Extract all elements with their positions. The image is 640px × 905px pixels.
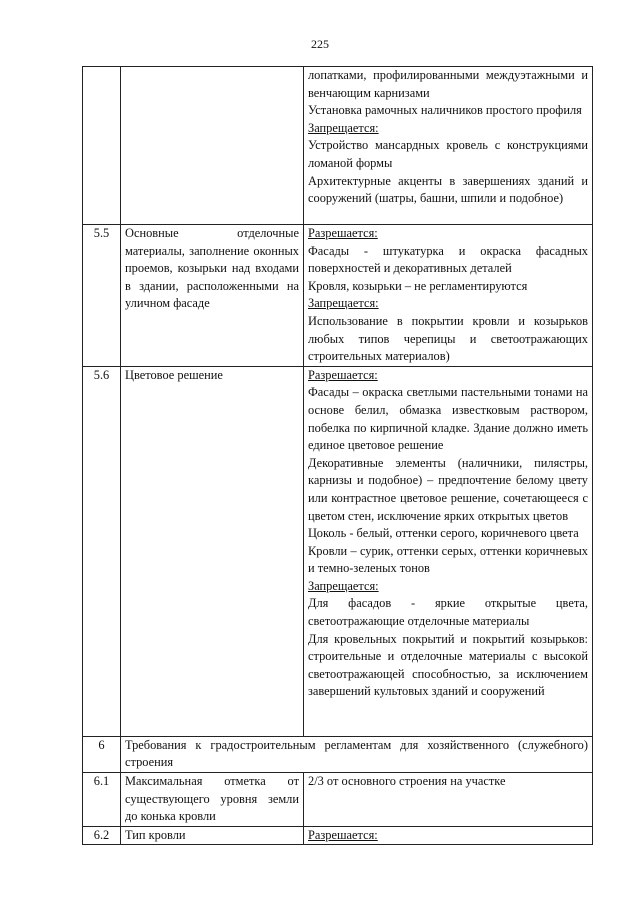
regulations-table <box>82 66 593 845</box>
requirement-text: Фасады – окраска светлыми пастельными тонами на основе белил, обмазка известковым раствором, побелка по кирпичной кладке. Здание должно иметь единое цветовое решение <box>308 385 588 453</box>
row-number: 5.5 <box>83 225 121 367</box>
requirement-text: Для кровельных покрытий и покрытий козырьков: строительные и отделочные материалы с высокой светоотражающей способностью, за исключением завершений культовых зданий и сооружений <box>308 631 588 699</box>
row-category: Цветовое решение <box>121 366 304 736</box>
row-category: Основные отделочные материалы, заполнение оконных проемов, козырьки над входами в здании, расположенными на уличном фасаде <box>121 225 304 367</box>
requirement-text: Цоколь - белый, оттенки серого, коричневого цвета <box>308 526 579 541</box>
requirement-text: Устройство мансардных кровель с конструкциями ломаной формы <box>308 138 588 170</box>
allowed-heading: Разрешается: <box>308 367 378 382</box>
requirement-text: Архитектурные акценты в завершениях зданий и сооружений (шатры, башни, шпили и подобное) <box>308 173 588 206</box>
requirement-text: лопатками, профилированными междуэтажными и венчающим карнизами <box>308 68 588 100</box>
table-row-5-5 <box>83 225 593 367</box>
requirement-text: Использование в покрытии кровли и козырьков любых типов черепицы и светоотражающих строительных материалов) <box>308 313 588 364</box>
allowed-heading: Разрешается: <box>308 226 378 240</box>
section-heading: Требования к градостроительным регламентам для хозяйственного (служебного) строения <box>121 736 593 772</box>
row-requirements <box>304 366 593 736</box>
row-category <box>121 67 304 225</box>
row-number: 6 <box>83 736 121 772</box>
requirement-text: Декоративные элементы (наличники, пилястры, карнизы и подобное) – предпочтение белому цвету или контрастное цветовое решение, сочетающееся с цветом стен, исключение ярких открытых цветов <box>308 455 588 523</box>
row-number: 5.6 <box>83 366 121 736</box>
row-number: 6.2 <box>83 826 121 845</box>
table-row-5-6 <box>83 366 593 736</box>
table-row-6 <box>83 736 593 772</box>
requirement-text: Кровли – сурик, оттенки серых, оттенки коричневых и темно-зеленых тонов <box>308 543 588 576</box>
row-category: Тип кровли <box>121 826 304 845</box>
row-category: Максимальная отметка от существующего уровня земли до конька кровли <box>121 772 304 826</box>
requirement-text: Для фасадов - яркие открытые цвета, светоотражающие отделочные материалы <box>308 596 588 629</box>
prohibited-heading: Запрещается: <box>308 578 379 593</box>
table-row-continued <box>83 67 593 225</box>
requirement-text: Фасады - штукатурка и окраска фасадных поверхностей и декоративных деталей <box>308 243 588 276</box>
row-number: 6.1 <box>83 772 121 826</box>
table-row-6-1 <box>83 772 593 826</box>
table-row-6-2 <box>83 826 593 845</box>
page-number: 225 <box>311 37 329 51</box>
requirement-text: Кровля, козырьки – не регламентируются <box>308 278 528 293</box>
allowed-heading: Разрешается: <box>308 827 378 842</box>
row-requirements <box>304 826 593 845</box>
row-requirements <box>304 225 593 367</box>
row-number <box>83 67 121 225</box>
requirement-text: 2/3 от основного строения на участке <box>308 773 506 788</box>
requirement-text: Установка рамочных наличников простого профиля <box>308 103 582 118</box>
row-requirements <box>304 67 593 225</box>
prohibited-heading: Запрещается: <box>308 120 379 135</box>
prohibited-heading: Запрещается: <box>308 296 379 311</box>
row-requirements <box>304 772 593 826</box>
